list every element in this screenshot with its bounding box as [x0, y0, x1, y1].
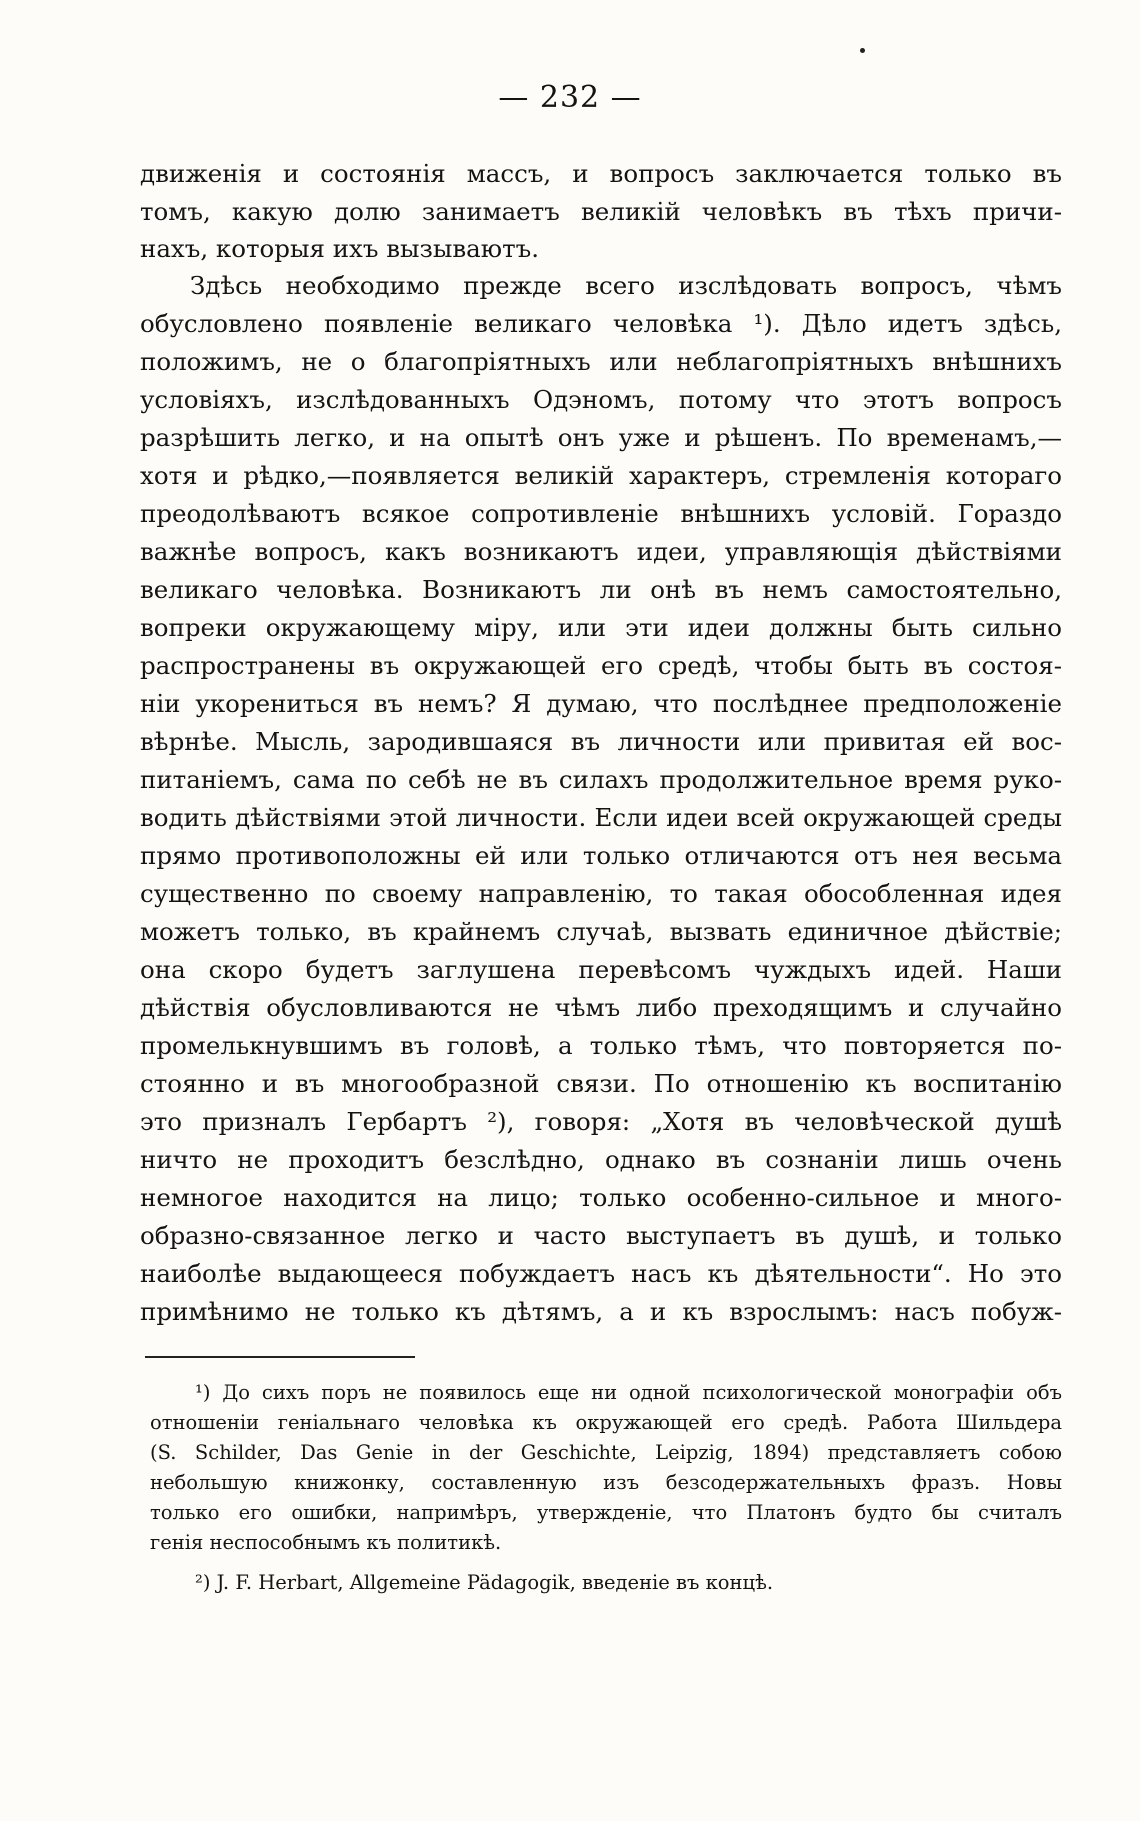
text-line: дѣйствія обусловливаются не чѣмъ либо преходящимъ и случайно: [140, 993, 1062, 1022]
text-line: вѣрнѣе. Мысль, зародившаяся въ личности или привитая ей вос-: [140, 727, 1062, 756]
text-line: положимъ, не о благопріятныхъ или неблагопріятныхъ внѣшнихъ: [140, 347, 1062, 376]
text-line: прямо противоположны ей или только отличаются отъ нея весьма: [140, 841, 1062, 870]
page-number: — 232 —: [498, 80, 642, 115]
text-line: наиболѣе выдающееся побуждаетъ насъ къ дѣятельности“. Но это: [140, 1259, 1062, 1288]
footnote-line: (S. Schilder, Das Genie in der Geschichte, Leipzig, 1894) представляетъ собою: [150, 1441, 1062, 1464]
text-line: движенія и состоянія массъ, и вопросъ заключается только въ: [140, 159, 1062, 188]
text-line: условіяхъ, изслѣдованныхъ Одэномъ, потому что этотъ вопросъ: [140, 385, 1062, 414]
text-line: томъ, какую долю занимаетъ великій человѣкъ въ тѣхъ причи-: [140, 197, 1062, 226]
text-line: преодолѣваютъ всякое сопротивленіе внѣшнихъ условій. Гораздо: [140, 499, 1062, 528]
text-line: существенно по своему направленію, то такая обособленная идея: [140, 879, 1062, 908]
text-line: стоянно и въ многообразной связи. По отношенію къ воспитанію: [140, 1069, 1062, 1098]
footnote-line: генія неспособнымъ къ политикѣ.: [150, 1531, 502, 1554]
text-line: немногое находится на лицо; только особенно-сильное и много-: [140, 1183, 1062, 1212]
text-line: разрѣшить легко, и на опытѣ онъ уже и рѣшенъ. По временамъ,—: [140, 423, 1062, 452]
footnote-2: ²) J. F. Herbart, Allgemeine Pädagogik, введеніе въ концѣ.: [195, 1571, 774, 1594]
text-line: вопреки окружающему міру, или эти идеи должны быть сильно: [140, 613, 1062, 642]
footnote-line: только его ошибки, напримѣръ, утвержденіе, что Платонъ будто бы считалъ: [150, 1501, 1062, 1524]
footnote-line: ¹) До сихъ поръ не появилось еще ни одной психологической монографіи объ: [195, 1381, 1062, 1404]
footnote-divider: [145, 1356, 415, 1358]
text-line: нахъ, которыя ихъ вызываютъ.: [140, 234, 540, 263]
text-line: она скоро будетъ заглушена перевѣсомъ чуждыхъ идей. Наши: [140, 955, 1062, 984]
text-line: распространены въ окружающей его средѣ, чтобы быть въ состоя-: [140, 651, 1062, 680]
text-line: можетъ только, въ крайнемъ случаѣ, вызвать единичное дѣйствіе;: [140, 917, 1062, 946]
print-speck: [860, 48, 865, 53]
text-line: примѣнимо не только къ дѣтямъ, а и къ взрослымъ: насъ побуж-: [140, 1297, 1062, 1326]
text-line: Здѣсь необходимо прежде всего изслѣдовать вопросъ, чѣмъ: [190, 271, 1062, 300]
text-line: водить дѣйствіями этой личности. Если идеи всей окружающей среды: [140, 803, 1062, 832]
text-line: образно-связанное легко и часто выступаетъ въ душѣ, и только: [140, 1221, 1062, 1250]
footnote-line: отношеніи геніальнаго человѣка къ окружающей его средѣ. Работа Шильдера: [150, 1411, 1062, 1434]
text-line: питаніемъ, сама по себѣ не въ силахъ продолжительное время руко-: [140, 765, 1062, 794]
text-line: ніи укорениться въ немъ? Я думаю, что послѣднее предположеніе: [140, 689, 1062, 718]
text-line: ничто не проходитъ безслѣдно, однако въ сознаніи лишь очень: [140, 1145, 1062, 1174]
text-line: обусловлено появленіе великаго человѣка ¹). Дѣло идетъ здѣсь,: [140, 309, 1062, 338]
text-line: промелькнувшимъ въ головѣ, а только тѣмъ, что повторяется по-: [140, 1031, 1062, 1060]
text-line: это призналъ Гербартъ ²), говоря: „Хотя въ человѣческой душѣ: [140, 1107, 1062, 1136]
footnote-line: небольшую книжонку, составленную изъ безсодержательныхъ фразъ. Новы: [150, 1471, 1062, 1494]
text-line: великаго человѣка. Возникаютъ ли онѣ въ немъ самостоятельно,: [140, 575, 1062, 604]
text-line: хотя и рѣдко,—появляется великій характеръ, стремленія котораго: [140, 461, 1062, 490]
text-line: важнѣе вопросъ, какъ возникаютъ идеи, управляющія дѣйствіями: [140, 537, 1062, 566]
